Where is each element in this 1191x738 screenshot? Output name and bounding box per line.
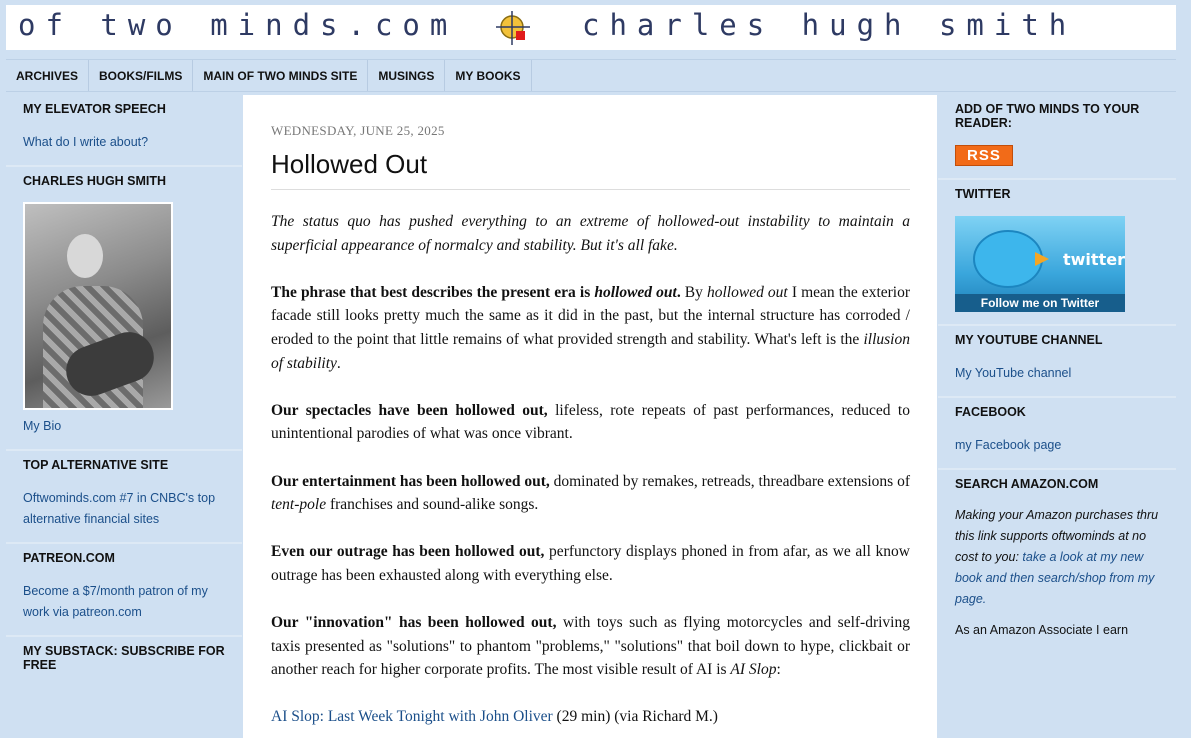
bio-link[interactable]: My Bio: [23, 419, 62, 433]
amazon-text: Making your Amazon purchases thru this link supports oftwominds at no cost to you: take a look at my new book and then search/shop from my page.: [955, 508, 1159, 606]
widget-title: CHARLES HUGH SMITH: [23, 174, 167, 188]
widget-amazon: [938, 470, 1176, 653]
post-body: [271, 210, 910, 729]
ai-slop-video-link[interactable]: AI Slop: Last Week Tonight with John Oliver: [271, 708, 553, 726]
widget-title: MY ELEVATOR SPEECH: [23, 102, 166, 116]
widget-title: TWITTER: [955, 187, 1011, 201]
widget-title: MY SUBSTACK: SUBSCRIBE FOR FREE: [23, 644, 225, 672]
twitter-follow-badge[interactable]: twitter Follow me on Twitter: [955, 216, 1125, 312]
widget-elevator-speech: [6, 95, 242, 167]
youtube-link[interactable]: My YouTube channel: [955, 366, 1072, 380]
post-date: WEDNESDAY, JUNE 25, 2025: [271, 123, 445, 138]
widget-facebook: [938, 398, 1176, 470]
main-content: [243, 95, 937, 738]
post-paragraph: Our spectacles have been hollowed out, lifeless, rote repeats of past performances, reduced to unintentional parodies of what was once vibrant.: [271, 401, 910, 443]
post-paragraph: AI Slop: Last Week Tonight with John Oliver (29 min) (via Richard M.): [271, 708, 718, 726]
twitter-bird-icon: [973, 230, 1043, 288]
amazon-associate-text: As an Amazon Associate I earn: [955, 623, 1129, 637]
patreon-link[interactable]: Become a $7/month patron of my work via patreon.com: [23, 584, 208, 619]
widget-title: SEARCH AMAZON.COM: [955, 477, 1099, 491]
crosshair-logo-icon: [494, 9, 534, 49]
site-name: of two minds.com: [18, 8, 458, 42]
widget-title: TOP ALTERNATIVE SITE: [23, 458, 169, 472]
top-nav: [6, 59, 1176, 92]
widget-title: PATREON.COM: [23, 551, 115, 565]
widget-youtube: [938, 326, 1176, 398]
post-paragraph: The phrase that best describes the present era is hollowed out. By hollowed out I mean the exterior facade still looks pretty much the same as it did in the past, but the internal structure has corroded / eroded to the point that little remains of what provided strength and stability. What's left is the illusion of stability.: [271, 283, 911, 372]
widget-title: ADD OF TWO MINDS TO YOUR READER:: [955, 102, 1140, 130]
widget-alt-site: [6, 451, 242, 544]
widget-title: MY YOUTUBE CHANNEL: [955, 333, 1103, 347]
author-name: charles hugh smith: [582, 8, 1077, 42]
nav-books-films[interactable]: BOOKS/FILMS: [89, 60, 193, 91]
post-intro: The status quo has pushed everything to an extreme of hollowed-out instability to maintain a superficial appearance of normalcy and stability. But it's all fake.: [271, 213, 910, 254]
widget-substack: [6, 637, 242, 684]
post-title[interactable]: Hollowed Out: [271, 149, 910, 190]
nav-musings[interactable]: MUSINGS: [368, 60, 445, 91]
nav-main-site[interactable]: MAIN OF TWO MINDS SITE: [193, 60, 368, 91]
amazon-link[interactable]: take a look at my new book and then search/shop from my page.: [955, 550, 1155, 606]
widget-patreon: [6, 544, 242, 637]
widget-twitter: [938, 180, 1176, 326]
cnbc-link[interactable]: Oftwominds.com #7 in CNBC's top alternative financial sites: [23, 491, 216, 526]
nav-archives[interactable]: ARCHIVES: [6, 60, 89, 91]
blog-post: [243, 95, 937, 729]
widget-reader: [938, 95, 1176, 180]
post-paragraph: Our entertainment has been hollowed out, dominated by remakes, retreads, threadbare extensions of tent-pole franchises and sound-alike songs.: [271, 472, 910, 514]
author-photo[interactable]: [23, 202, 173, 410]
nav-my-books[interactable]: MY BOOKS: [445, 60, 531, 91]
right-sidebar: [938, 95, 1176, 738]
post-paragraph: Even our outrage has been hollowed out, perfunctory displays phoned in from afar, as we all know outrage has been exhausted along with everything else.: [271, 543, 910, 584]
elevator-speech-link[interactable]: What do I write about?: [23, 135, 149, 149]
widget-title: FACEBOOK: [955, 405, 1026, 419]
facebook-link[interactable]: my Facebook page: [955, 438, 1062, 452]
left-sidebar: [6, 95, 242, 738]
rss-feed-button[interactable]: RSS: [955, 145, 1013, 166]
site-banner[interactable]: [6, 5, 1176, 50]
post-paragraph: Our "innovation" has been hollowed out, with toys such as flying motorcycles and self-driving taxis presented as "solutions" to phantom "problems," "solutions" that boil down to hype, clickbait or another reach for higher corporate profits. The most visible result of AI is AI Slop:: [271, 614, 910, 679]
widget-author: [6, 167, 242, 451]
